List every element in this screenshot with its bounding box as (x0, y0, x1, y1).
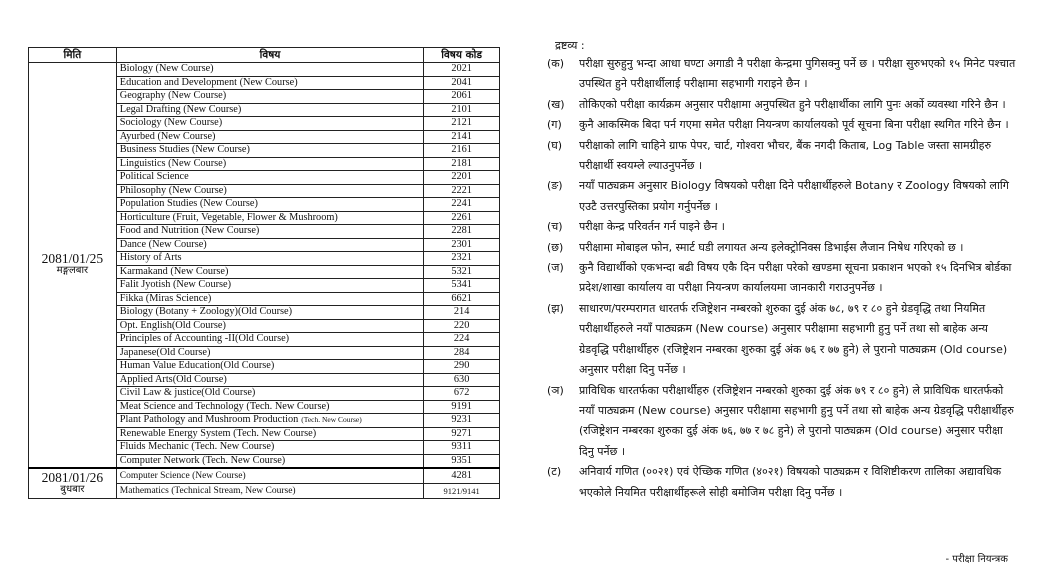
subject-cell (116, 130, 423, 144)
subject-code: 2321 (424, 252, 500, 266)
note-label: (ञ) (547, 383, 564, 397)
subject-cell (116, 171, 423, 185)
subject-cell (116, 292, 423, 306)
subject-name: Philosophy (New Course) (119, 184, 227, 196)
subject-name: Ayurbed (New Course) (119, 130, 216, 142)
subject-code: 9351 (424, 454, 500, 468)
exam-date: 2081/01/26 (41, 469, 104, 485)
note-item (547, 54, 1017, 95)
header-date: मिति (29, 48, 117, 63)
note-label: (ट) (547, 465, 562, 479)
note-text: अनिवार्य गणित (००२१) एवं ऐच्छिक गणित (४०२१) विषयको पाठ्यक्रम र विशिष्टीकरण तालिका अद्यावधिक भएकोले नियमित परीक्षार्थीहरूले सोही बमोजिम परीक्षा दिनु पर्नेछ । (579, 465, 1002, 499)
subject-name: Sociology (New Course) (119, 117, 223, 129)
subject-cell (116, 387, 423, 401)
subject-cell (116, 144, 423, 158)
note-text: परीक्षा सुरुहुनु भन्दा आधा घण्टा अगाडी नै परीक्षा केन्द्रमा पुगिसक्नु पर्ने छ । परीक्षा सुरुभएको १५ मिनेट पश्चात उपस्थित हुने परीक्षार्थीलाई परीक्षामा सहभागी गराइने छैन । (579, 57, 1016, 91)
note-item (547, 238, 1017, 258)
subject-name: Japanese(Old Course) (119, 346, 211, 358)
exam-weekday: बुधबार (60, 483, 85, 495)
note-label: (घ) (547, 138, 563, 152)
exam-weekday: मङ्गलबार (56, 265, 89, 276)
subject-code: 2041 (424, 76, 500, 90)
subject-code: 2101 (424, 103, 500, 117)
subject-name: Horticulture (Fruit, Vegetable, Flower & Mushroom) (119, 211, 338, 223)
subject-code: 2281 (424, 225, 500, 239)
notes-list (547, 54, 1017, 503)
subject-code: 284 (424, 346, 500, 360)
note-item (547, 299, 1017, 381)
subject-code: 2141 (424, 130, 500, 144)
subject-note: (Tech. New Course) (301, 415, 362, 425)
subject-name: Principles of Accounting -II(Old Course) (119, 333, 290, 345)
subject-cell (116, 184, 423, 198)
subject-name: Mathematics (Technical Stream, New Course) (119, 486, 296, 496)
subject-code: 9191 (424, 400, 500, 414)
subject-cell (116, 76, 423, 90)
subject-cell (116, 333, 423, 347)
subject-code: 2061 (424, 90, 500, 104)
subject-cell (116, 373, 423, 387)
subject-cell (116, 157, 423, 171)
subject-name: Opt. English(Old Course) (119, 319, 226, 331)
subject-name: Population Studies (New Course) (119, 198, 258, 210)
subject-code: 9271 (424, 427, 500, 441)
subject-cell (116, 454, 423, 468)
table-row (29, 468, 500, 484)
subject-name: Applied Arts(Old Course) (119, 373, 227, 385)
notes-section (547, 38, 1017, 503)
subject-name: Dance (New Course) (119, 238, 207, 250)
subject-name: Fikka (Miras Science) (119, 292, 212, 304)
note-text: कुनै आकस्मिक बिदा पर्न गएमा समेत परीक्षा नियन्त्रण कार्यालयको पूर्व सूचना बिना परीक्षा स्थगित गरिने छैन । (579, 118, 1009, 132)
subject-code: 2021 (424, 63, 500, 77)
subject-cell (116, 346, 423, 360)
subject-code: 9121/9141 (424, 484, 500, 499)
subject-code: 2241 (424, 198, 500, 212)
subject-name: Falit Jyotish (New Course) (119, 279, 232, 291)
note-label: (च) (547, 220, 563, 234)
header-subject: विषय (116, 48, 423, 63)
subject-code: 214 (424, 306, 500, 320)
note-text: परीक्षा केन्द्र परिवर्तन गर्न पाइने छैन । (579, 220, 725, 234)
subject-name: Food and Nutrition (New Course) (119, 225, 260, 237)
note-label: (झ) (547, 301, 564, 315)
subject-code: 9231 (424, 414, 500, 428)
subject-name: Fluids Mechanic (Tech. New Course) (119, 441, 275, 453)
notes-heading: द्रष्टव्य : (555, 39, 585, 52)
subject-name: Renewable Energy System (Tech. New Course) (119, 427, 317, 439)
subject-code: 4281 (424, 468, 500, 484)
subject-cell (116, 225, 423, 239)
note-item (547, 258, 1017, 299)
exam-date-cell (29, 468, 117, 499)
note-item (547, 95, 1017, 115)
subject-cell (116, 103, 423, 117)
table-body (29, 63, 500, 499)
subject-code: 2181 (424, 157, 500, 171)
table-row (29, 63, 500, 77)
note-item (547, 381, 1017, 463)
note-text: परीक्षाको लागि चाहिने ग्राफ पेपर, चार्ट, गोश्वरा भौचर, बैंक नगदी किताब, Log Table जस्ता सामग्रीहरु परीक्षार्थी स्वयम्ले ल्याउनुपर्नेछ । (579, 138, 992, 173)
note-label: (छ) (547, 240, 564, 254)
subject-code: 672 (424, 387, 500, 401)
subject-code: 6621 (424, 292, 500, 306)
subject-code: 630 (424, 373, 500, 387)
note-item (547, 136, 1017, 177)
subject-code: 5341 (424, 279, 500, 293)
note-text: साधारण/परम्परागत धारतर्फ रजिष्ट्रेशन नम्बरको शुरुका दुई अंक ७८, ७९ र ८० हुने ग्रेडवृद्धि तथा नियमित परीक्षार्थीहरुले नयाँ पाठ्यक्रम (New course) अनुसार परीक्षामा सहभागी हुनु पर्ने तथा सो बाहेक अन्य ग्रेडवृद्धि परीक्षार्थीहरु (रजिष्ट्रेशन नम्बरका शुरुका दुई अंक ७६ र ७७ हुने) ले पुरानो पाठ्यक्रम (Old course) अनुसार परीक्षा दिनु पर्नेछ । (579, 301, 1008, 377)
subject-name: Karmakand (New Course) (119, 265, 229, 277)
subject-cell (116, 484, 423, 499)
note-label: (क) (547, 57, 565, 70)
exam-date-cell (29, 63, 117, 469)
note-label: (ज) (547, 261, 564, 275)
note-text: प्राविधिक धारतर्फका परीक्षार्थीहरु (रजिष्ट्रेशन नम्बरको शुरुका दुई अंक ७९ र ८० हुने) ले प्राविधिक धारतर्फको नयाँ पाठ्यक्रम (New course) अनुसार परीक्षामा सहभागी हुनु पर्ने तथा सो बाहेक अन्य ग्रेडवृद्धि परीक्षार्थीहरु (रजिष्ट्रेशन नम्बरका शुरुका दुई अंक ७६, ७७ र ७८ हुने) ले पुरानो पाठ्यक्रम (Old course) अनुसार परीक्षा दिनु पर्नेछ । (579, 383, 1014, 458)
subject-cell (116, 198, 423, 212)
note-label: (ङ) (547, 179, 563, 193)
subject-cell (116, 238, 423, 252)
subject-code: 2121 (424, 117, 500, 131)
exam-date: 2081/01/25 (41, 251, 104, 266)
table-header-row (29, 48, 500, 63)
subject-name: Human Value Education(Old Course) (119, 360, 275, 372)
subject-cell (116, 441, 423, 455)
subject-cell (116, 427, 423, 441)
subject-name: Computer Science (New Course) (119, 471, 246, 481)
note-label: (ग) (547, 118, 562, 132)
note-item (547, 176, 1017, 217)
subject-name: History of Arts (119, 252, 182, 264)
subject-cell (116, 414, 423, 428)
subject-code: 224 (424, 333, 500, 347)
subject-cell (116, 117, 423, 131)
subject-name: Meat Science and Technology (Tech. New Course) (119, 400, 330, 412)
subject-cell (116, 63, 423, 77)
subject-code: 2301 (424, 238, 500, 252)
subject-name: Plant Pathology and Mushroom Production (119, 414, 299, 426)
note-text: परीक्षामा मोबाइल फोन, स्मार्ट घडी लगायत अन्य इलेक्ट्रोनिक्स डिभाईस लैजान निषेध गरिएको छ । (579, 240, 964, 254)
subject-name: Biology (Botany + Zoology)(Old Course) (119, 306, 293, 318)
subject-name: Business Studies (New Course) (119, 144, 250, 156)
note-text: नयाँ पाठ्यक्रम अनुसार Biology विषयको परीक्षा दिने परीक्षार्थीहरुले Botany र Zoology विषयको लागि एउटै उत्तरपुस्तिका प्रयोग गर्नुपर्नेछ । (579, 179, 1009, 213)
subject-cell (116, 90, 423, 104)
subject-cell (116, 252, 423, 266)
subject-cell (116, 279, 423, 293)
note-item (547, 115, 1017, 135)
subject-name: Computer Network (Tech. New Course) (119, 454, 286, 466)
subject-cell (116, 211, 423, 225)
subject-code: 2221 (424, 184, 500, 198)
subject-code: 290 (424, 360, 500, 374)
subject-code: 2261 (424, 211, 500, 225)
subject-name: Geography (New Course) (119, 90, 227, 102)
subject-code: 2161 (424, 144, 500, 158)
subject-name: Linguistics (New Course) (119, 157, 227, 169)
exam-schedule-table (28, 47, 500, 499)
subject-name: Civil Law & justice(Old Course) (119, 387, 256, 399)
subject-name: Political Science (119, 171, 189, 183)
subject-cell (116, 468, 423, 484)
subject-code: 5321 (424, 265, 500, 279)
note-label: (ख) (547, 97, 565, 111)
subject-cell (116, 319, 423, 333)
subject-code: 2201 (424, 171, 500, 185)
subject-name: Biology (New Course) (119, 63, 214, 75)
subject-name: Legal Drafting (New Course) (119, 103, 242, 115)
subject-cell (116, 400, 423, 414)
note-item (547, 217, 1017, 237)
note-text: तोकिएको परीक्षा कार्यक्रम अनुसार परीक्षामा अनुपस्थित हुने परीक्षार्थीका लागि पुनः अर्को व्यवस्था गरिने छैन । (579, 97, 1006, 111)
note-text: कुनै विद्यार्थीको एकभन्दा बढी विषय एकै दिन परीक्षा परेको खण्डमा सूचना प्रकाशन भएको १५ दिनभित्र बोर्डका प्रदेश/शाखा कार्यालय वा परीक्षा नियन्त्रण कार्यालयमा जानकारी गराउनुपर्नेछ । (579, 261, 1012, 295)
subject-code: 9311 (424, 441, 500, 455)
subject-name: Education and Development (New Course) (119, 76, 298, 88)
subject-cell (116, 265, 423, 279)
signature: - परीक्षा नियन्त्रक (945, 554, 1008, 565)
note-item (547, 462, 1017, 503)
header-code: विषय कोड (424, 48, 500, 63)
subject-cell (116, 306, 423, 320)
subject-cell (116, 360, 423, 374)
subject-code: 220 (424, 319, 500, 333)
